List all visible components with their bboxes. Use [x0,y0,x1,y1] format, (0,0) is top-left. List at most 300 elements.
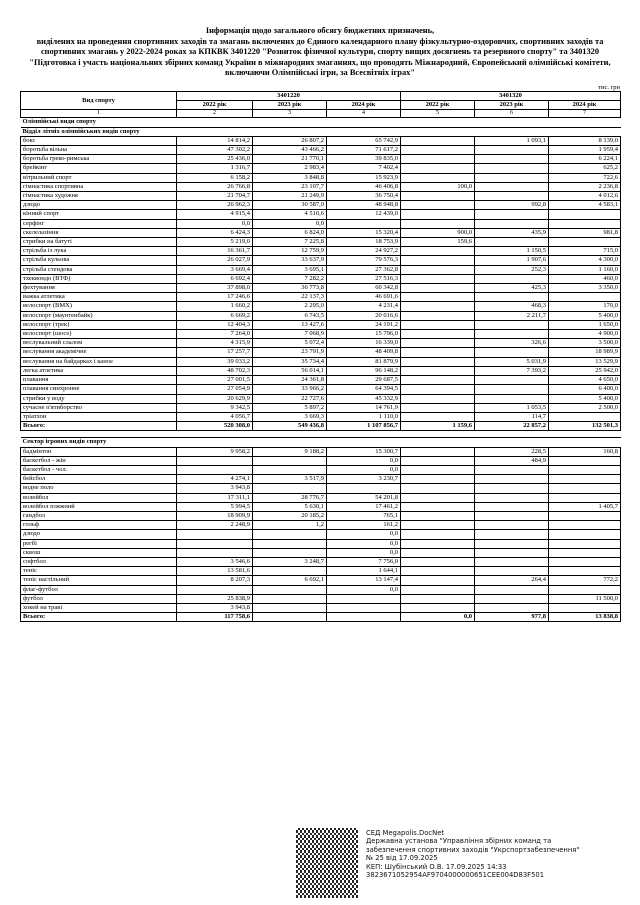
value-cell [401,403,475,412]
value-cell [401,475,475,484]
value-cell: 15 320,4 [327,228,401,237]
value-cell: 37 898,0 [177,284,253,293]
value-cell: 4 583,1 [549,201,621,210]
sport-name-cell: волейбол [21,493,177,502]
value-cell: 3 517,9 [253,475,327,484]
value-cell [401,192,475,201]
sport-name-cell: фехтування [21,284,177,293]
sport-name-cell: бейсбол [21,475,177,484]
table-row [21,238,621,247]
value-cell: 5 219,0 [177,238,253,247]
table-row [21,385,621,394]
value-cell: 1 907,6 [475,256,549,265]
sport-name-cell: флаг-футбол [21,585,177,594]
value-cell: 13 147,4 [327,576,401,585]
sport-name-cell: боротьба вільна [21,146,177,155]
total-row [21,613,621,622]
value-cell: 16 339,0 [327,339,401,348]
sport-name-cell: Всього: [21,613,177,622]
value-cell: 14 761,9 [327,403,401,412]
value-cell: 25 436,0 [177,155,253,164]
value-cell [549,475,621,484]
sport-name-cell: легка атлетика [21,366,177,375]
sport-name-cell: стрільба стендова [21,265,177,274]
value-cell [401,548,475,557]
value-cell: 4 900,0 [549,330,621,339]
value-cell [401,357,475,366]
sport-name-cell: велоспорт (трек) [21,320,177,329]
value-cell: 15 796,0 [327,330,401,339]
value-cell: 460,0 [549,274,621,283]
sport-name-cell: софтбол [21,557,177,566]
value-cell [401,210,475,219]
value-cell [401,339,475,348]
table-row [21,366,621,375]
sport-name-cell: боротьба греко-римська [21,155,177,164]
col-index: 4 [327,110,401,118]
value-cell [401,201,475,210]
value-cell: 60 342,8 [327,284,401,293]
value-cell [177,548,253,557]
value-cell: 20 629,9 [177,394,253,403]
col-index: 1 [21,110,177,118]
value-cell: 24 927,2 [327,247,401,256]
value-cell: 1 107 856,7 [327,422,401,431]
value-cell: 96 148,2 [327,366,401,375]
table-row [21,511,621,520]
value-cell: 252,3 [475,265,549,274]
col-2022-a: 2022 рік [177,101,253,110]
value-cell: 132 501,3 [549,422,621,431]
value-cell [327,219,401,228]
value-cell: 4 012,6 [549,192,621,201]
value-cell: 0,0 [253,219,327,228]
col-2024-b: 2024 рік [549,101,621,110]
value-cell [253,548,327,557]
value-cell: 228,5 [475,447,549,456]
table-row [21,594,621,603]
table-row [21,493,621,502]
value-cell [327,603,401,612]
sport-name-cell: футбол [21,594,177,603]
table-row [21,548,621,557]
sport-name-cell: стрільба кульова [21,256,177,265]
value-cell: 1,2 [253,521,327,530]
value-cell [401,502,475,511]
section-row [21,438,621,447]
value-cell: 25 942,0 [549,366,621,375]
value-cell: 100,0 [401,182,475,191]
value-cell [549,511,621,520]
value-cell: 3 943,8 [177,484,253,493]
value-cell [401,394,475,403]
value-cell: 2 295,0 [253,302,327,311]
table-row [21,447,621,456]
value-cell: 7 225,8 [253,238,327,247]
value-cell: 1 110,0 [327,412,401,421]
value-cell: 12 404,3 [177,320,253,329]
stamp-line: Державна установа "Управління збірних команд та [366,837,552,846]
value-cell [549,567,621,576]
value-cell: 3 943,8 [177,603,253,612]
value-cell: 29 687,5 [327,376,401,385]
value-cell [401,274,475,283]
spacer-cell [21,431,621,438]
value-cell [253,530,327,539]
value-cell [401,311,475,320]
value-cell [253,484,327,493]
value-cell: 81 879,9 [327,357,401,366]
value-cell: 2 983,4 [253,164,327,173]
value-cell: 8 207,3 [177,576,253,585]
value-cell [401,302,475,311]
value-cell [475,320,549,329]
value-cell [549,412,621,421]
value-cell: 625,2 [549,164,621,173]
value-cell: 7 068,9 [253,330,327,339]
value-cell: 4 231,4 [327,302,401,311]
value-cell [401,465,475,474]
value-cell [177,456,253,465]
value-cell: 5 031,9 [475,357,549,366]
value-cell: 4 315,9 [177,339,253,348]
value-cell: 0,0 [327,530,401,539]
value-cell [327,594,401,603]
table-row [21,567,621,576]
value-cell [401,530,475,539]
sport-name-cell: велоспорт (ВМХ) [21,302,177,311]
budget-table [20,91,621,622]
value-cell: 5 897,2 [253,403,327,412]
value-cell: 6 669,2 [177,311,253,320]
value-cell: 9 342,5 [177,403,253,412]
value-cell [475,502,549,511]
value-cell [549,456,621,465]
table-row [21,475,621,484]
sport-name-cell: регбі [21,539,177,548]
value-cell [475,219,549,228]
col-index: 6 [475,110,549,118]
value-cell [475,182,549,191]
value-cell [253,567,327,576]
value-cell [401,447,475,456]
value-cell [253,456,327,465]
value-cell: 549 436,8 [253,422,327,431]
value-cell: 170,0 [549,302,621,311]
value-cell [549,585,621,594]
value-cell [401,256,475,265]
table-row [21,502,621,511]
sport-name-cell: гольф [21,521,177,530]
value-cell [401,320,475,329]
table-row [21,265,621,274]
sport-name-cell: стрибки у воду [21,394,177,403]
e-signature-stamp [366,829,580,879]
table-body [21,118,621,622]
value-cell: 1 053,5 [475,403,549,412]
value-cell: 2 500,0 [549,403,621,412]
value-cell [549,557,621,566]
stamp-line: забезпечення спортивних заходів "Укрспортзабезпечення" [366,845,580,854]
value-cell: 17 246,6 [177,293,253,302]
section-row [21,127,621,136]
value-cell: 27 516,3 [327,274,401,283]
sport-name-cell: гімнастика художня [21,192,177,201]
table-row [21,247,621,256]
sport-name-cell: дзюдо [21,201,177,210]
value-cell [401,164,475,173]
value-cell: 13 838,8 [549,613,621,622]
col-index: 3 [253,110,327,118]
table-row [21,256,621,265]
value-cell [253,539,327,548]
value-cell: 23 791,9 [253,348,327,357]
value-cell: 4 274,1 [177,475,253,484]
value-cell [549,493,621,502]
value-cell [475,594,549,603]
table-row [21,210,621,219]
value-cell [401,576,475,585]
value-cell [549,548,621,557]
sport-name-cell: плавання [21,376,177,385]
value-cell: 47 302,2 [177,146,253,155]
value-cell [401,484,475,493]
sport-name-cell: скелелазіння [21,228,177,237]
table-row [21,530,621,539]
value-cell: 3 546,6 [177,557,253,566]
value-cell: 977,8 [475,613,549,622]
sport-name-cell: веслування академічне [21,348,177,357]
sport-name-cell: дзюдо [21,530,177,539]
value-cell: 4 650,0 [549,376,621,385]
value-cell: 1 093,1 [475,136,549,145]
value-cell: 65 742,9 [327,136,401,145]
value-cell: 7 756,0 [327,557,401,566]
value-cell: 5 630,1 [253,502,327,511]
table-row [21,585,621,594]
value-cell: 1 644,1 [327,567,401,576]
value-cell: 39 033,2 [177,357,253,366]
value-cell: 159,6 [401,238,475,247]
value-cell: 27 001,5 [177,376,253,385]
col-sport-header: Вид спорту [21,92,177,110]
table-row [21,576,621,585]
value-cell: 27 362,8 [327,265,401,274]
value-cell: 43 466,2 [253,146,327,155]
value-cell [549,210,621,219]
stamp-line: № 25 від 17.09.2025 [366,854,438,863]
table-row [21,274,621,283]
table-row [21,521,621,530]
value-cell [475,173,549,182]
value-cell: 6 692,1 [253,576,327,585]
table-row [21,302,621,311]
col-2023-b: 2023 рік [475,101,549,110]
value-cell [475,274,549,283]
value-cell: 1 316,7 [177,164,253,173]
value-cell: 0,0 [327,465,401,474]
value-cell [401,585,475,594]
value-cell: 16 361,7 [177,247,253,256]
sport-name-cell: гімнастика спортивна [21,182,177,191]
col-kpkvk-3401220: 3401220 [177,92,401,101]
value-cell: 26 807,2 [253,136,327,145]
value-cell: 4 056,7 [177,412,253,421]
value-cell: 15 300,7 [327,447,401,456]
value-cell [327,484,401,493]
value-cell [475,210,549,219]
sport-name-cell: гандбол [21,511,177,520]
value-cell: 1 660,2 [177,302,253,311]
value-cell [475,511,549,520]
value-cell [549,238,621,247]
value-cell: 5 072,4 [253,339,327,348]
value-cell [401,155,475,164]
value-cell: 3 500,0 [549,339,621,348]
sport-name-cell: баскетбол - чол. [21,465,177,474]
value-cell: 3 248,7 [253,557,327,566]
table-row [21,136,621,145]
sport-name-cell: сквош [21,548,177,557]
value-cell [401,603,475,612]
col-2023-a: 2023 рік [253,101,327,110]
value-cell: 25 838,9 [177,594,253,603]
value-cell [401,493,475,502]
value-cell: 24 191,2 [327,320,401,329]
value-cell: 27 054,9 [177,385,253,394]
value-cell [327,613,401,622]
value-cell: 326,6 [475,339,549,348]
value-cell: 18 753,9 [327,238,401,247]
value-cell [401,348,475,357]
table-row [21,173,621,182]
value-cell: 26 962,3 [177,201,253,210]
value-cell: 79 576,3 [327,256,401,265]
qr-code-icon [296,828,358,898]
value-cell: 4 915,4 [177,210,253,219]
value-cell: 48 409,8 [327,348,401,357]
value-cell: 48 948,8 [327,201,401,210]
table-row [21,376,621,385]
stamp-line: КЕП: Шубінський О.В. 17.09.2025 14:33 [366,862,507,871]
value-cell [475,385,549,394]
sport-name-cell: сучасне п'ятиборство [21,403,177,412]
value-cell: 1 159,6 [401,422,475,431]
value-cell [401,284,475,293]
value-cell [177,539,253,548]
sport-name-cell: веслувальний слалом [21,339,177,348]
value-cell: 3 230,7 [327,475,401,484]
table-row [21,603,621,612]
table-row [21,228,621,237]
value-cell: 48 702,3 [177,366,253,375]
table-row [21,539,621,548]
value-cell: 18 989,9 [549,348,621,357]
page-title: Інформація щодо загального обсягу бюджетних призначень, виділених на проведення спортивних заходів та змагань включених до Єдиного календарного плану фізкультурно-оздоровчих, спортивних заходів та спортивних змагань у 2022-2024 роках за КПКВК 3401220 "Розвиток фізичної культури, спорту вищих досягнень та резервного спорту" та 3401320 "Підготовка і участь національних збірних команд України в міжнародних змаганнях, що проводять Міжнародний, Європейський олімпійські комітети, включаючи Олімпійські ігри, за Всесвітніх іграх" [29,26,611,78]
value-cell [549,530,621,539]
value-cell: 30 587,0 [253,201,327,210]
value-cell: 6 400,0 [549,385,621,394]
value-cell: 5 400,0 [549,311,621,320]
value-cell [401,385,475,394]
value-cell: 28 776,7 [253,493,327,502]
value-cell: 1 150,5 [475,247,549,256]
sport-name-cell: Всього: [21,422,177,431]
value-cell: 722,6 [549,173,621,182]
section-title: Олімпійські види спорту [21,118,621,127]
value-cell: 2 248,9 [177,521,253,530]
value-cell: 9 188,2 [253,447,327,456]
value-cell: 520 308,0 [177,422,253,431]
sport-name-cell: волейбол пляжний [21,502,177,511]
value-cell: 7 264,0 [177,330,253,339]
value-cell: 468,3 [475,302,549,311]
col-2024-a: 2024 рік [327,101,401,110]
table-row [21,330,621,339]
value-cell [475,585,549,594]
value-cell: 3 695,1 [253,265,327,274]
value-cell [401,265,475,274]
value-cell: 21 249,9 [253,192,327,201]
value-cell: 3 350,0 [549,284,621,293]
value-cell: 8 139,0 [549,136,621,145]
value-cell: 15 923,9 [327,173,401,182]
table-row [21,320,621,329]
unit-label: тис. грн [598,84,620,91]
table-row [21,192,621,201]
value-cell [401,247,475,256]
value-cell: 22 137,3 [253,293,327,302]
value-cell [549,465,621,474]
value-cell: 1 650,0 [549,320,621,329]
section-title: Відділ літніх олімпійських видів спорту [21,127,621,136]
value-cell: 26 766,8 [177,182,253,191]
table-row [21,484,621,493]
value-cell [475,293,549,302]
value-cell [401,376,475,385]
value-cell: 0,0 [327,548,401,557]
value-cell: 0,0 [327,539,401,548]
value-cell: 64 394,5 [327,385,401,394]
value-cell: 56 014,1 [253,366,327,375]
value-cell: 22 727,6 [253,394,327,403]
value-cell: 2 211,7 [475,311,549,320]
value-cell: 9 958,2 [177,447,253,456]
value-cell [475,603,549,612]
value-cell: 46 406,8 [327,182,401,191]
value-cell: 765,1 [327,511,401,520]
table-row [21,182,621,191]
value-cell [401,330,475,339]
sport-name-cell: тріатлон [21,412,177,421]
value-cell: 4 300,0 [549,256,621,265]
value-cell [475,521,549,530]
value-cell: 772,2 [549,576,621,585]
value-cell: 114,7 [475,412,549,421]
value-cell [253,465,327,474]
section-title: Сектор ігрових видів спорту [21,438,621,447]
value-cell: 160,8 [549,447,621,456]
value-cell: 992,8 [475,201,549,210]
value-cell [253,585,327,594]
value-cell: 33 966,2 [253,385,327,394]
value-cell: 0,0 [177,219,253,228]
value-cell: 7 393,2 [475,366,549,375]
value-cell: 161,2 [327,521,401,530]
value-cell: 981,8 [549,228,621,237]
value-cell: 435,9 [475,228,549,237]
value-cell: 12 759,9 [253,247,327,256]
